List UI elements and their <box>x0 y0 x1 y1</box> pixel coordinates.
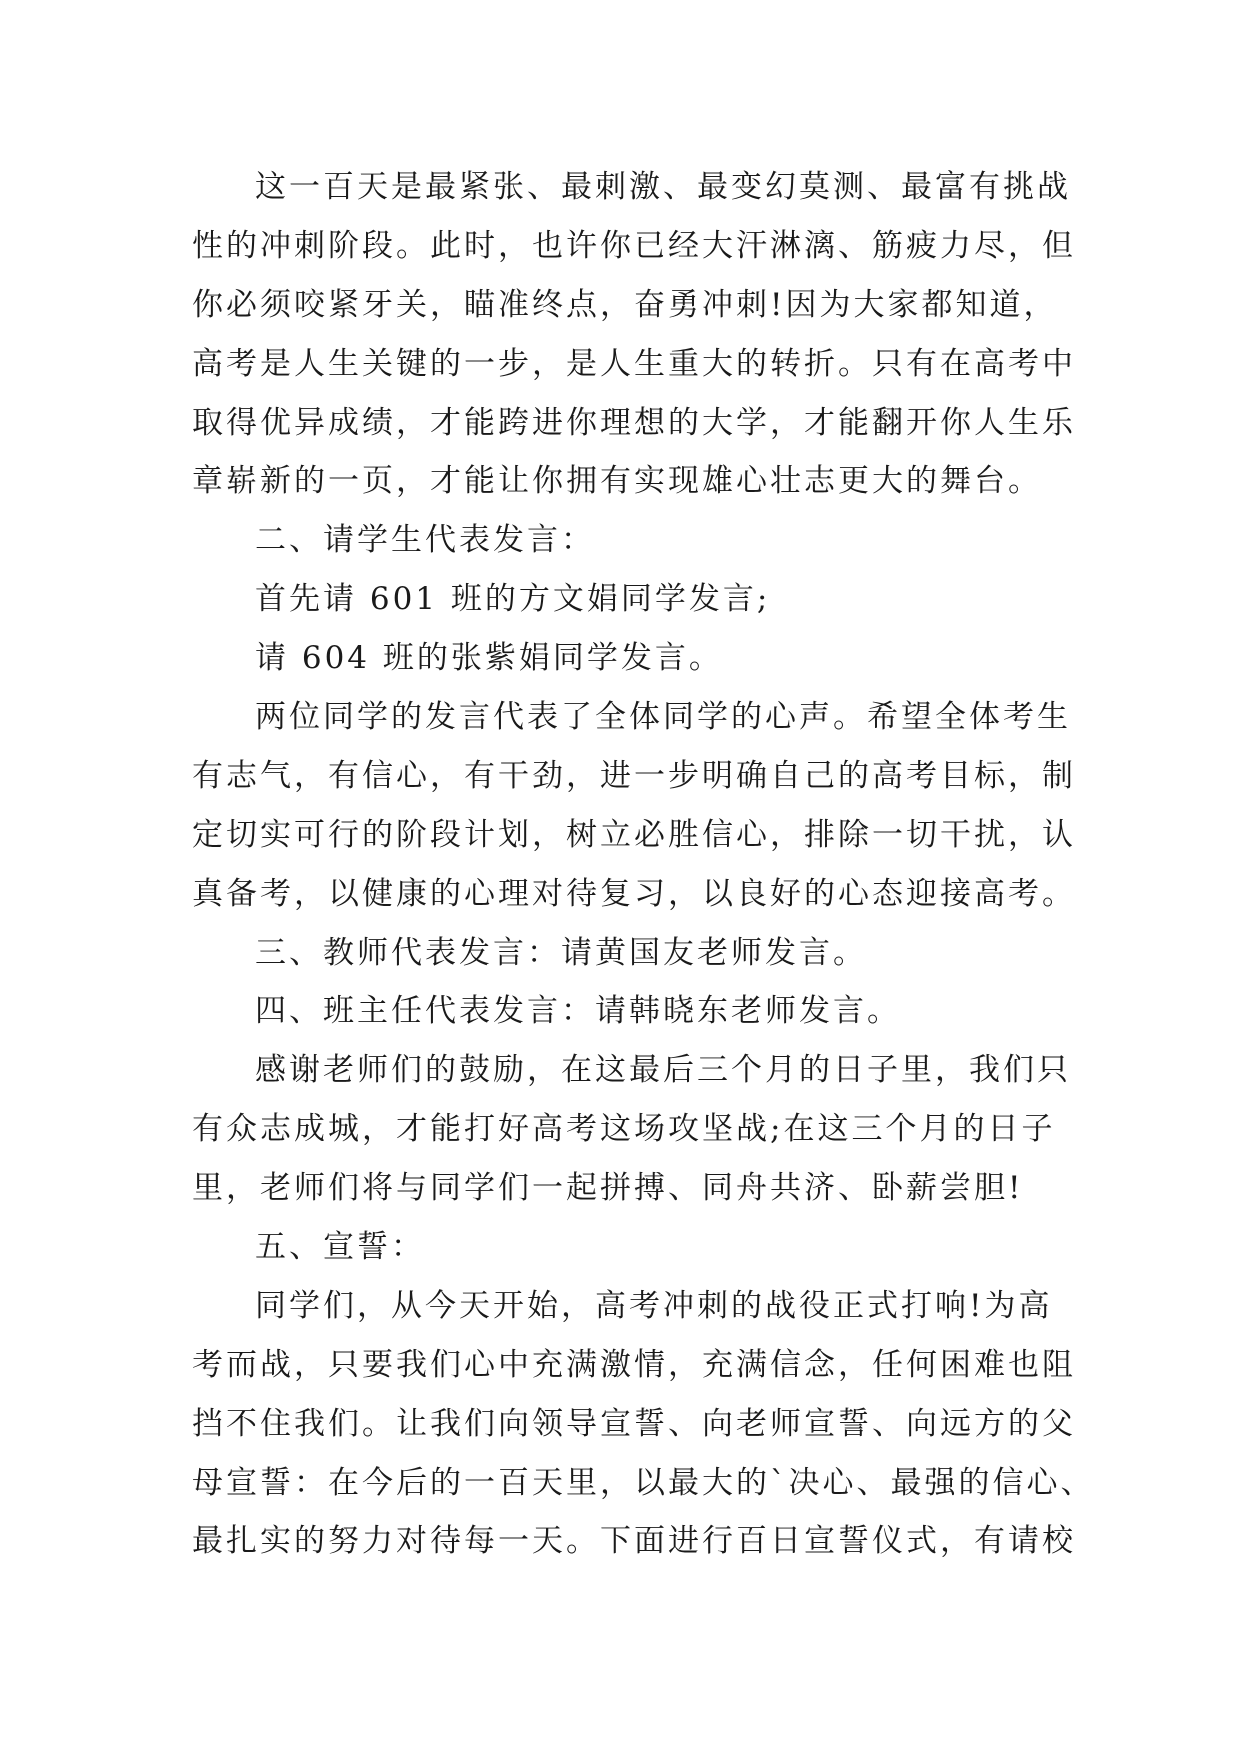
section-heading: 三、教师代表发言：请黄国友老师发言。 <box>255 934 867 971</box>
section-heading: 四、班主任代表发言：请韩晓东老师发言。 <box>255 993 901 1030</box>
text-line: 这一百天是最紧张、最刺激、最变幻莫测、最富有挑战 <box>255 169 1071 205</box>
text-line: 性的冲刺阶段。此时，也许你已经大汗淋漓、筋疲力尽，但 <box>192 227 1076 264</box>
text-line: 章崭新的一页，才能让你拥有实现雄心壮志更大的舞台。 <box>192 463 1042 500</box>
text-line: 有志气，有信心，有干劲，进一步明确自己的高考目标，制 <box>192 757 1076 794</box>
section-heading: 五、宣誓： <box>255 1229 425 1266</box>
text-line: 定切实可行的阶段计划，树立必胜信心，排除一切干扰，认 <box>192 816 1076 853</box>
text-line: 有众志成城，才能打好高考这场攻坚战;在这三个月的日子 <box>192 1111 1056 1148</box>
text-line: 首先请 601 班的方文娟同学发言; <box>255 581 771 618</box>
text-line: 请 604 班的张紫娟同学发言。 <box>255 640 723 677</box>
text-line: 同学们，从今天开始，高考冲刺的战役正式打响!为高 <box>255 1287 1053 1324</box>
section-heading: 二、请学生代表发言： <box>255 522 595 559</box>
text-line: 两位同学的发言代表了全体同学的心声。希望全体考生 <box>255 699 1071 736</box>
text-line: 里，老师们将与同学们一起拼搏、同舟共济、卧薪尝胆! <box>192 1170 1024 1207</box>
text-line: 你必须咬紧牙关，瞄准终点，奋勇冲刺!因为大家都知道， <box>192 286 1058 323</box>
text-line: 挡不住我们。让我们向领导宣誓、向老师宣誓、向远方的父 <box>192 1405 1076 1442</box>
document-body <box>192 158 1095 1571</box>
text-line: 考而战，只要我们心中充满激情，充满信念，任何困难也阻 <box>192 1346 1076 1383</box>
text-line: 母宣誓：在今后的一百天里，以最大的`决心、最强的信心、 <box>192 1464 1095 1501</box>
text-line: 真备考，以健康的心理对待复习，以良好的心态迎接高考。 <box>192 875 1076 912</box>
text-line: 高考是人生关键的一步，是人生重大的转折。只有在高考中 <box>192 345 1076 382</box>
text-line: 取得优异成绩，才能跨进你理想的大学，才能翻开你人生乐 <box>192 404 1076 441</box>
text-line: 最扎实的努力对待每一天。下面进行百日宣誓仪式，有请校 <box>192 1523 1076 1560</box>
text-line: 感谢老师们的鼓励，在这最后三个月的日子里，我们只 <box>255 1052 1071 1089</box>
